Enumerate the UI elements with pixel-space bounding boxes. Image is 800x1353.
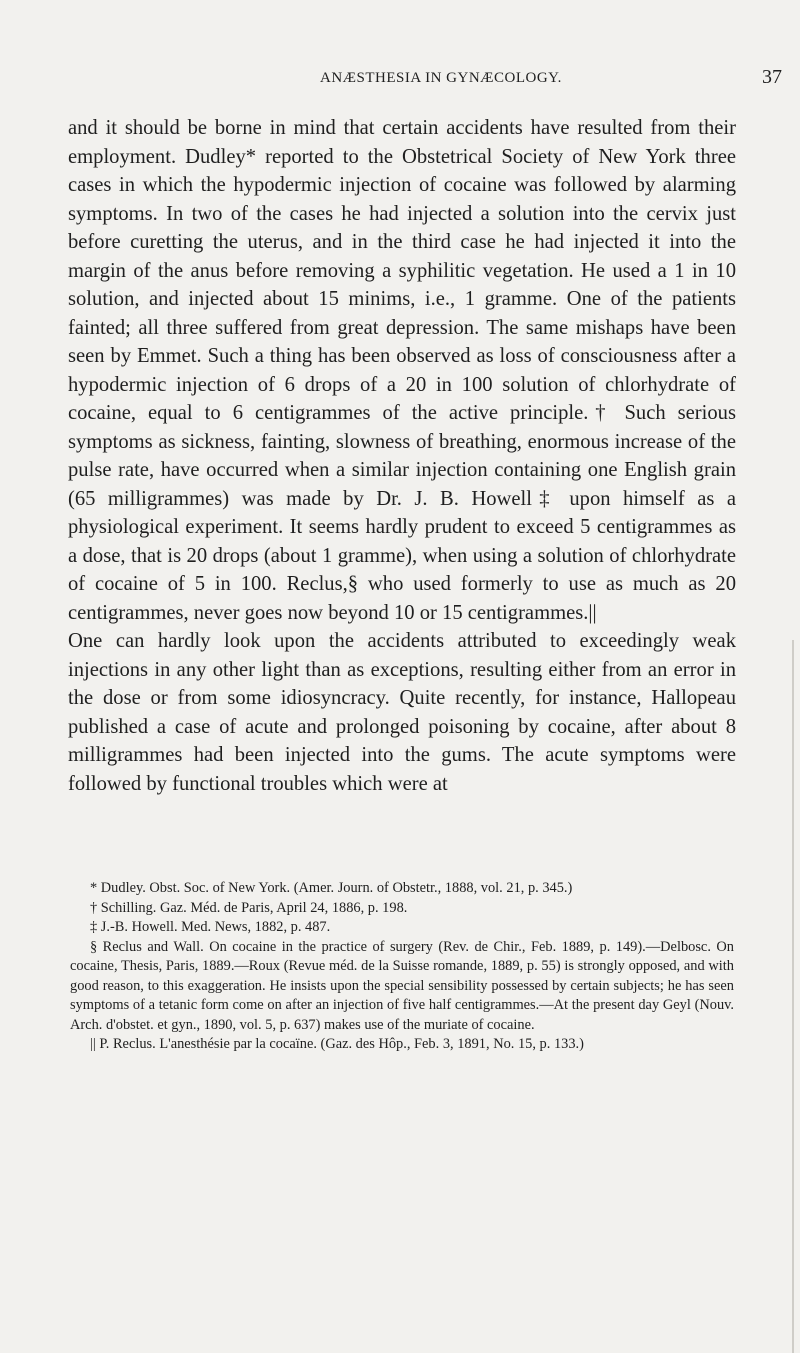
footnote-schilling: † Schilling. Gaz. Méd. de Paris, April 24, 1886, p. 198. bbox=[90, 899, 408, 916]
paragraph: One can hardly look upon the accidents attributed to exceedingly weak injections in any other light than as exceptions, resulting either from an error in the dose or from some idiosyncracy. Quite recently, for instance, Hallopeau published a case of acute and prolonged poisoning by cocaine, after about 8 milligrammes had been injected into the gums. The acute symptoms were followed by functional troubles which were at bbox=[68, 630, 736, 795]
footnote-dudley: * Dudley. Obst. Soc. of New York. (Amer. Journ. of Obstetr., 1888, vol. 21, p. 345.) bbox=[90, 880, 573, 896]
running-head: ANÆSTHESIA IN GYNÆCOLOGY. bbox=[320, 70, 562, 86]
page-header bbox=[0, 66, 800, 94]
footnote-howell: ‡ J.-B. Howell. Med. News, 1882, p. 487. bbox=[90, 919, 331, 935]
main-text bbox=[68, 114, 736, 798]
footnote-reclus: || P. Reclus. L'anesthésie par la cocaïne. (Gaz. des Hôp., Feb. 3, 1891, No. 15, p. 133.) bbox=[90, 1036, 584, 1052]
page-edge-shadow bbox=[792, 640, 794, 1353]
page-number: 37 bbox=[762, 66, 782, 88]
paragraph: and it should be borne in mind that certain accidents have resulted from their employment. Dudley* reported to the Obstetrical Society of New York three cases in which the hypodermic injection of cocaine was followed by alarming symptoms. In two of the cases he had injected a solution into the cervix just before curetting the uterus, and in the third case he had injected it into the margin of the anus before removing a syphilitic vegetation. He used a 1 in 10 solution, and injected about 15 minims, i.e., 1 gramme. One of the patients fainted; all three suffered from great depression. The same mishaps have been seen by Emmet. Such a thing has been observed as loss of consciousness after a hypodermic injection of 6 drops of a 20 in 100 solution of chlorhydrate of cocaine, equal to 6 centigrammes of the active principle.† Such serious symptoms as sickness, fainting, slowness of breathing, enormous increase of the pulse rate, have occurred when a similar injection containing one English grain (65 milligrammes) was made by Dr. J. B. Howell‡ upon himself as a physiological experiment. It seems hardly prudent to exceed 5 centigrammes as a dose, that is 20 drops (about 1 gramme), when using a solution of chlorhydrate of cocaine of 5 in 100. Reclus,§ who used formerly to use as much as 20 centigrammes, never goes now beyond 10 or 15 centigrammes.|| bbox=[68, 117, 736, 624]
footnote-reclus-wall: § Reclus and Wall. On cocaine in the practice of surgery (Rev. de Chir., Feb. 1889, p. 149).—Delbosc. On cocaine, Thesis, Paris, 1889.—Roux (Revue méd. de la Suisse romande, 1889, p. 55) is strongly opposed, and with good reason, to this exaggeration. He insists upon the special sensibility possessed by certain subjects; he has seen symptoms of a tetanic form come on after an injection of five half centigrammes.—At the present day Geyl (Nouv. Arch. d'obstet. et gyn., 1890, vol. 5, p. 637) makes use of the muriate of cocaine. bbox=[70, 938, 734, 1033]
footnotes bbox=[70, 879, 734, 1055]
